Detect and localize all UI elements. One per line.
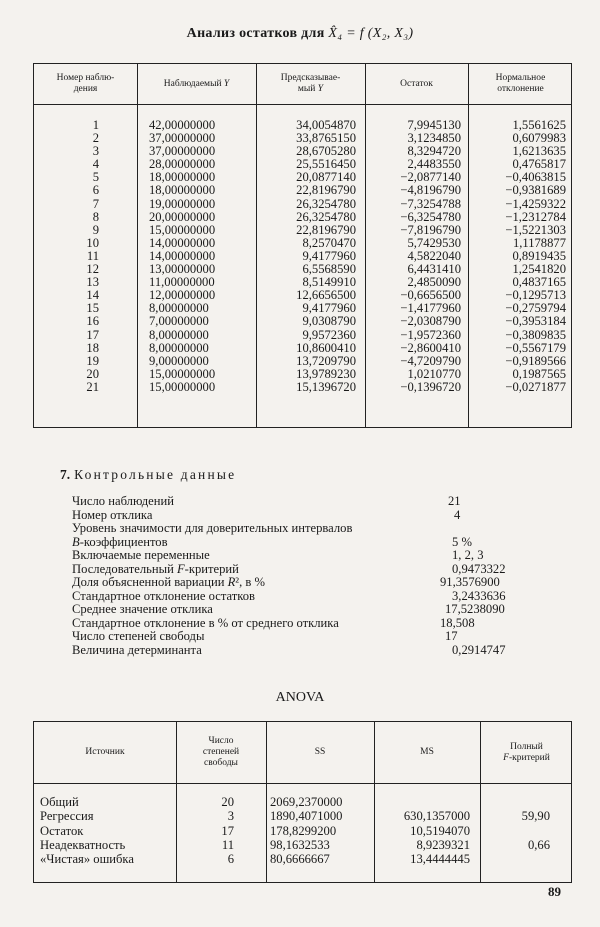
header-f: Полный F-критерий	[503, 741, 550, 763]
table-cell: 1	[92, 118, 99, 132]
table-cell: 21	[86, 379, 99, 394]
table-cell: 14	[86, 288, 99, 303]
anova-table	[33, 721, 572, 883]
table-cell: 1,1178877	[512, 235, 566, 250]
table-cell: 0,8919435	[512, 248, 566, 263]
control-value: 0,9473322	[452, 561, 506, 576]
page-title	[0, 26, 600, 42]
control-value: 5 %	[452, 534, 472, 549]
table-cell: −1,2312784	[505, 209, 566, 224]
table-cell: 7,9945130	[407, 118, 461, 132]
header-df: Число степеней свободы	[202, 736, 240, 768]
table-cell: 9,9572360	[302, 327, 356, 342]
table-cell: 1,6213635	[512, 144, 566, 159]
table-cell: 11	[86, 248, 99, 263]
control-value	[440, 522, 506, 536]
table-cell: 42,00000000	[149, 118, 216, 132]
table-cell: −1,4259322	[505, 196, 566, 211]
table-cell: −1,5221303	[505, 222, 566, 237]
table-cell: 9,4177960	[302, 248, 356, 263]
title-formula: X̂₄ = f (X₂, X₃)	[328, 26, 414, 41]
table-cell: 28,6705280	[296, 144, 356, 159]
page-number: 89	[548, 884, 561, 899]
table-cell: 98,1632533	[270, 837, 330, 852]
table-cell: 10,5194070	[410, 823, 470, 838]
table-cell: −4,7209790	[400, 353, 461, 368]
table-cell: 8	[92, 209, 99, 224]
table-cell: 12	[86, 262, 99, 277]
col-source	[40, 795, 174, 866]
table-cell: 1,5561625	[512, 118, 566, 132]
table-cell: 630,1357000	[403, 809, 470, 824]
control-value: 4	[454, 507, 461, 522]
table-cell: 6,4431410	[407, 262, 461, 277]
table-cell: 8,3294720	[407, 144, 461, 159]
table-cell: −0,6656500	[400, 288, 461, 303]
control-label: Стандартное отклонение остатков	[72, 588, 256, 603]
table-cell: 17	[86, 327, 99, 342]
control-label: Доля объясненной вариации R², в %	[72, 575, 265, 589]
table-cell: 12,6656500	[296, 288, 356, 303]
table-cell: 8,00000000	[149, 340, 209, 355]
table-cell	[374, 795, 470, 809]
table-cell: −0,9381689	[505, 183, 566, 198]
table-cell: 0,66	[527, 837, 550, 852]
table-cell: 34,0054870	[296, 118, 356, 132]
col-residual	[365, 119, 461, 394]
control-value: 3,2433636	[452, 588, 506, 603]
table-cell: 22,8196790	[296, 222, 356, 237]
table-cell: 0,4837165	[512, 275, 566, 290]
table-cell: 20	[86, 366, 99, 381]
table-cell: 13	[86, 275, 99, 290]
table-cell: 1,0210770	[407, 366, 461, 381]
table-cell: 0,6079983	[512, 131, 566, 146]
header-ms: MS	[420, 747, 434, 757]
table-cell: 178,8299200	[270, 823, 337, 838]
control-label: Последовательный F-критерий	[72, 561, 239, 576]
anova-title: ANOVA	[275, 690, 325, 705]
col-df	[184, 795, 234, 866]
table-cell: 80,6666667	[270, 852, 330, 867]
table-cell: 8,9239321	[416, 837, 470, 852]
table-cell: 3	[92, 144, 99, 159]
table-cell: 2,4850090	[407, 275, 461, 290]
table-cell: 15,00000000	[149, 366, 216, 381]
section-number: 7.	[60, 467, 71, 482]
control-value: 21	[448, 494, 461, 508]
table-cell: «Чистая» ошибка	[40, 852, 134, 867]
table-cell: 18	[86, 340, 99, 355]
table-cell: 33,8765150	[296, 131, 356, 146]
control-label: Число степеней свободы	[72, 629, 205, 643]
table-cell: 3	[227, 809, 234, 824]
table-cell: 8,00000000	[149, 301, 209, 316]
table-cell: 6	[227, 852, 234, 867]
table-cell: 19,00000000	[149, 196, 216, 211]
table-cell: 37,00000000	[149, 144, 216, 159]
table-cell: 2069,2370000	[270, 795, 343, 809]
table-cell: 8,2570470	[302, 235, 356, 250]
control-value: 0,2914747	[452, 642, 506, 657]
table-cell: 13,9789230	[296, 366, 356, 381]
table-cell: −0,9189566	[505, 353, 566, 368]
header-residual: Остаток	[400, 78, 433, 89]
table-cell: 6,5568590	[302, 262, 356, 277]
table-cell: 11,00000000	[149, 275, 215, 290]
table-cell: 1890,4071000	[270, 809, 343, 824]
table-cell: −0,2759794	[505, 301, 566, 316]
table-cell: −1,9572360	[400, 327, 461, 342]
table-cell: 26,3254780	[296, 196, 356, 211]
table-cell: 13,7209790	[296, 353, 356, 368]
table-cell: 4	[92, 157, 99, 172]
table-cell: −4,8196790	[400, 183, 461, 198]
table-cell: −6,3254780	[400, 209, 461, 224]
table-cell: 12,00000000	[149, 288, 216, 303]
residual-table	[33, 63, 572, 428]
header-observed: Наблюдаемый Y	[163, 78, 230, 89]
control-labels	[72, 495, 352, 657]
table-cell: −7,8196790	[400, 222, 461, 237]
table-cell: 10	[86, 235, 99, 250]
table-cell: −7,3254788	[400, 196, 461, 211]
table-cell: 3,1234850	[407, 131, 461, 146]
table-cell: 10,8600410	[296, 340, 356, 355]
control-label: B-коэффициентов	[72, 534, 168, 549]
table-cell: 16	[86, 314, 99, 329]
col-predicted	[256, 119, 356, 394]
table-cell: 18,00000000	[149, 183, 216, 198]
table-cell: 7,00000000	[149, 314, 209, 329]
table-cell: 13,00000000	[149, 262, 216, 277]
table-cell	[480, 852, 550, 866]
control-value: 17,5238090	[445, 602, 505, 616]
table-cell: 15,00000000	[149, 379, 216, 394]
col-observed	[149, 119, 249, 394]
table-cell: 5	[92, 170, 99, 185]
control-value: 18,508	[440, 615, 475, 630]
table-cell: 0,1987565	[512, 366, 566, 381]
table-cell: −0,5567179	[505, 340, 566, 355]
table-cell: Общий	[40, 795, 79, 809]
table-cell: −2,0877140	[400, 170, 461, 185]
table-cell: 9,00000000	[149, 353, 209, 368]
table-cell: 59,90	[521, 809, 550, 824]
control-label: Число наблюдений	[72, 494, 174, 508]
table-cell: 15	[86, 301, 99, 316]
col-obs	[64, 119, 99, 394]
section-title: Контрольные данные	[74, 467, 237, 482]
table-cell: 20,0877140	[296, 170, 356, 185]
table-cell: 13,4444445	[410, 852, 470, 867]
table-cell: 11	[221, 837, 234, 852]
table-cell: 15,1396720	[296, 379, 356, 394]
table-cell: 9,0308790	[302, 314, 356, 329]
table-cell: −2,8600410	[400, 340, 461, 355]
table-cell: 9	[92, 222, 99, 237]
table-cell: 37,00000000	[149, 131, 216, 146]
table-cell: 19	[86, 353, 99, 368]
header-source: Источник	[85, 747, 125, 757]
control-value: 17	[445, 629, 458, 643]
header-obs: Номер наблю- дения	[56, 73, 115, 94]
table-cell: 5,7429530	[407, 235, 461, 250]
table-cell: −0,3809835	[505, 327, 566, 342]
table-cell: 0,4765817	[512, 157, 566, 172]
table-cell: 4,5822040	[407, 248, 461, 263]
table-cell: 25,5516450	[296, 157, 356, 172]
table-cell: −1,4177960	[400, 301, 461, 316]
control-label: Включаемые переменные	[72, 548, 210, 562]
table-cell	[480, 795, 550, 809]
header-normal: Нормальное отклонение	[495, 73, 546, 94]
table-cell: 7	[92, 196, 99, 211]
table-cell: 20,00000000	[149, 209, 216, 224]
table-cell: 8,00000000	[149, 327, 209, 342]
section-heading	[60, 467, 236, 483]
table-cell: 17	[221, 823, 234, 838]
table-cell: 14,00000000	[149, 248, 216, 263]
table-cell: Остаток	[40, 823, 84, 838]
table-cell: −0,0271877	[505, 379, 566, 394]
table-cell: −0,4063815	[505, 170, 566, 185]
title-prefix: Анализ остатков для	[186, 26, 325, 41]
table-cell: −0,1295713	[505, 288, 566, 303]
table-cell: 22,8196790	[296, 183, 356, 198]
table-cell: 1,2541820	[512, 262, 566, 277]
table-cell: 2	[92, 131, 99, 146]
table-cell: 9,4177960	[302, 301, 356, 316]
table-cell: Регрессия	[40, 809, 94, 824]
control-label: Номер отклика	[72, 507, 153, 522]
control-value: 91,3576900	[440, 575, 500, 589]
table-cell: 26,3254780	[296, 209, 356, 224]
table-cell: 18,00000000	[149, 170, 216, 185]
control-label: Уровень значимости для доверительных интервалов	[72, 521, 353, 535]
control-label: Среднее значение отклика	[72, 602, 213, 616]
table-cell: 2,4483550	[407, 157, 461, 172]
table-cell: −0,3953184	[505, 314, 566, 329]
header-ss: SS	[314, 747, 326, 757]
table-cell: 8,5149910	[302, 275, 356, 290]
table-cell: −2,0308790	[400, 314, 461, 329]
table-cell	[480, 824, 550, 838]
table-cell: 28,00000000	[149, 157, 216, 172]
table-cell: −0,1396720	[400, 379, 461, 394]
control-label: Стандартное отклонение в % от среднего отклика	[72, 615, 339, 630]
table-cell: 6	[92, 183, 99, 198]
control-label: Величина детерминанта	[72, 642, 202, 657]
table-cell: 20	[221, 795, 234, 809]
control-value: 1, 2, 3	[452, 548, 484, 562]
table-cell: 14,00000000	[149, 235, 216, 250]
col-normal	[468, 119, 566, 394]
control-values	[440, 495, 506, 657]
col-ss	[270, 795, 366, 866]
col-f	[480, 795, 550, 866]
header-predicted: Предсказывае- мый Y	[280, 73, 341, 94]
table-cell: 15,00000000	[149, 222, 216, 237]
table-cell: Неадекватность	[40, 837, 126, 852]
col-ms	[374, 795, 470, 866]
